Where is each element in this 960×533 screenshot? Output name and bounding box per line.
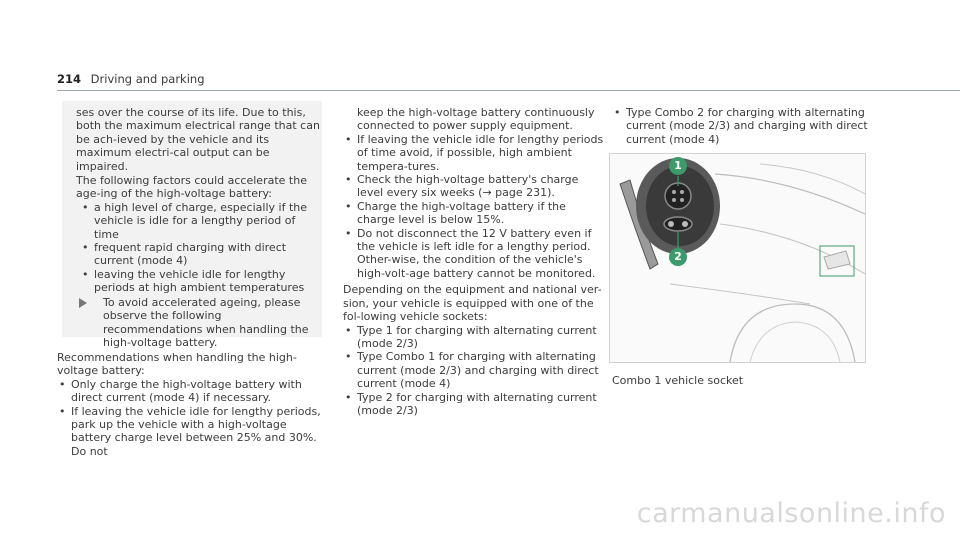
list-item: • Charge the high-voltage battery if the charge level is below 15%.	[343, 200, 605, 227]
figure-caption: Combo 1 vehicle socket	[612, 374, 744, 387]
sockets-list	[343, 324, 605, 418]
callout-1-label: 1	[674, 159, 682, 172]
recommendations-intro: Recommendations when handling the high-voltage battery:	[57, 351, 297, 378]
list-item: • Type 1 for charging with alternating current (mode 2/3)	[343, 324, 605, 351]
tip-text: To avoid accelerated ageing, please observe the following recommendations when handling the high-voltage battery.	[103, 296, 309, 350]
page-header	[57, 72, 205, 86]
list-item: • If leaving the vehicle idle for lengthy periods, park up the vehicle with a high-voltage battery charge level between 25% and 30%. Do not	[57, 405, 327, 459]
factors-intro: The following factors could accelerate the age-ing of the high-voltage battery:	[76, 174, 307, 201]
section-title: Driving and parking	[90, 72, 205, 86]
list-item: • Type Combo 1 for charging with alternating current (mode 2/3) and charging with direct current (mode 4)	[343, 350, 605, 390]
callout-2	[669, 248, 687, 266]
sockets-list-continued	[612, 106, 872, 146]
factors-list	[80, 201, 322, 295]
recommendations-list-continued	[343, 133, 605, 280]
list-item: • frequent rapid charging with direct current (mode 4)	[80, 241, 322, 268]
recommendations-left	[57, 351, 327, 458]
arrow-right-icon	[79, 298, 87, 308]
recommendations-list	[57, 378, 327, 458]
list-item: • a high level of charge, especially if the vehicle is idle for a lengthy period of time	[80, 201, 322, 241]
middle-column	[343, 106, 605, 417]
list-item: • Only charge the high-voltage battery with direct current (mode 4) if necessary.	[57, 378, 327, 405]
list-item: • Type Combo 2 for charging with alternating current (mode 2/3) and charging with direct current (mode 4)	[612, 106, 872, 146]
socket-illustration	[610, 154, 865, 362]
list-item: • leaving the vehicle idle for lengthy periods at high ambient temperatures	[80, 268, 322, 295]
vehicle-socket-figure	[609, 153, 866, 363]
page-number: 214	[57, 72, 82, 86]
note-content	[76, 106, 322, 295]
watermark: carmanualsonline.info	[636, 498, 946, 529]
note-intro: ses over the course of its life. Due to this, both the maximum electrical range that can be ach-ieved by the vehicle and its maximum electri-cal output can be impaired.	[76, 106, 320, 173]
list-item: • Check the high-voltage battery's charge level every six weeks (→ page 231).	[343, 173, 605, 200]
list-item: • If leaving the vehicle idle for lengthy periods of time avoid, if possible, high ambient tempera-tures.	[343, 133, 605, 173]
continuation-text: keep the high-voltage battery continuously connected to power supply equipment.	[357, 106, 595, 133]
header-rule	[57, 90, 960, 91]
list-item: • Do not disconnect the 12 V battery even if the vehicle is left idle for a lengthy period. Other-wise, the condition of the vehicle's high-volt-age battery cannot be monitored.	[343, 227, 605, 281]
right-column	[612, 106, 872, 146]
list-item: • Type 2 for charging with alternating current (mode 2/3)	[343, 391, 605, 418]
callout-2-label: 2	[674, 250, 682, 263]
callout-1	[669, 157, 687, 175]
sockets-intro: Depending on the equipment and national ver-sion, your vehicle is equipped with one of the fol-lowing vehicle sockets:	[343, 283, 602, 324]
tip	[79, 296, 319, 350]
